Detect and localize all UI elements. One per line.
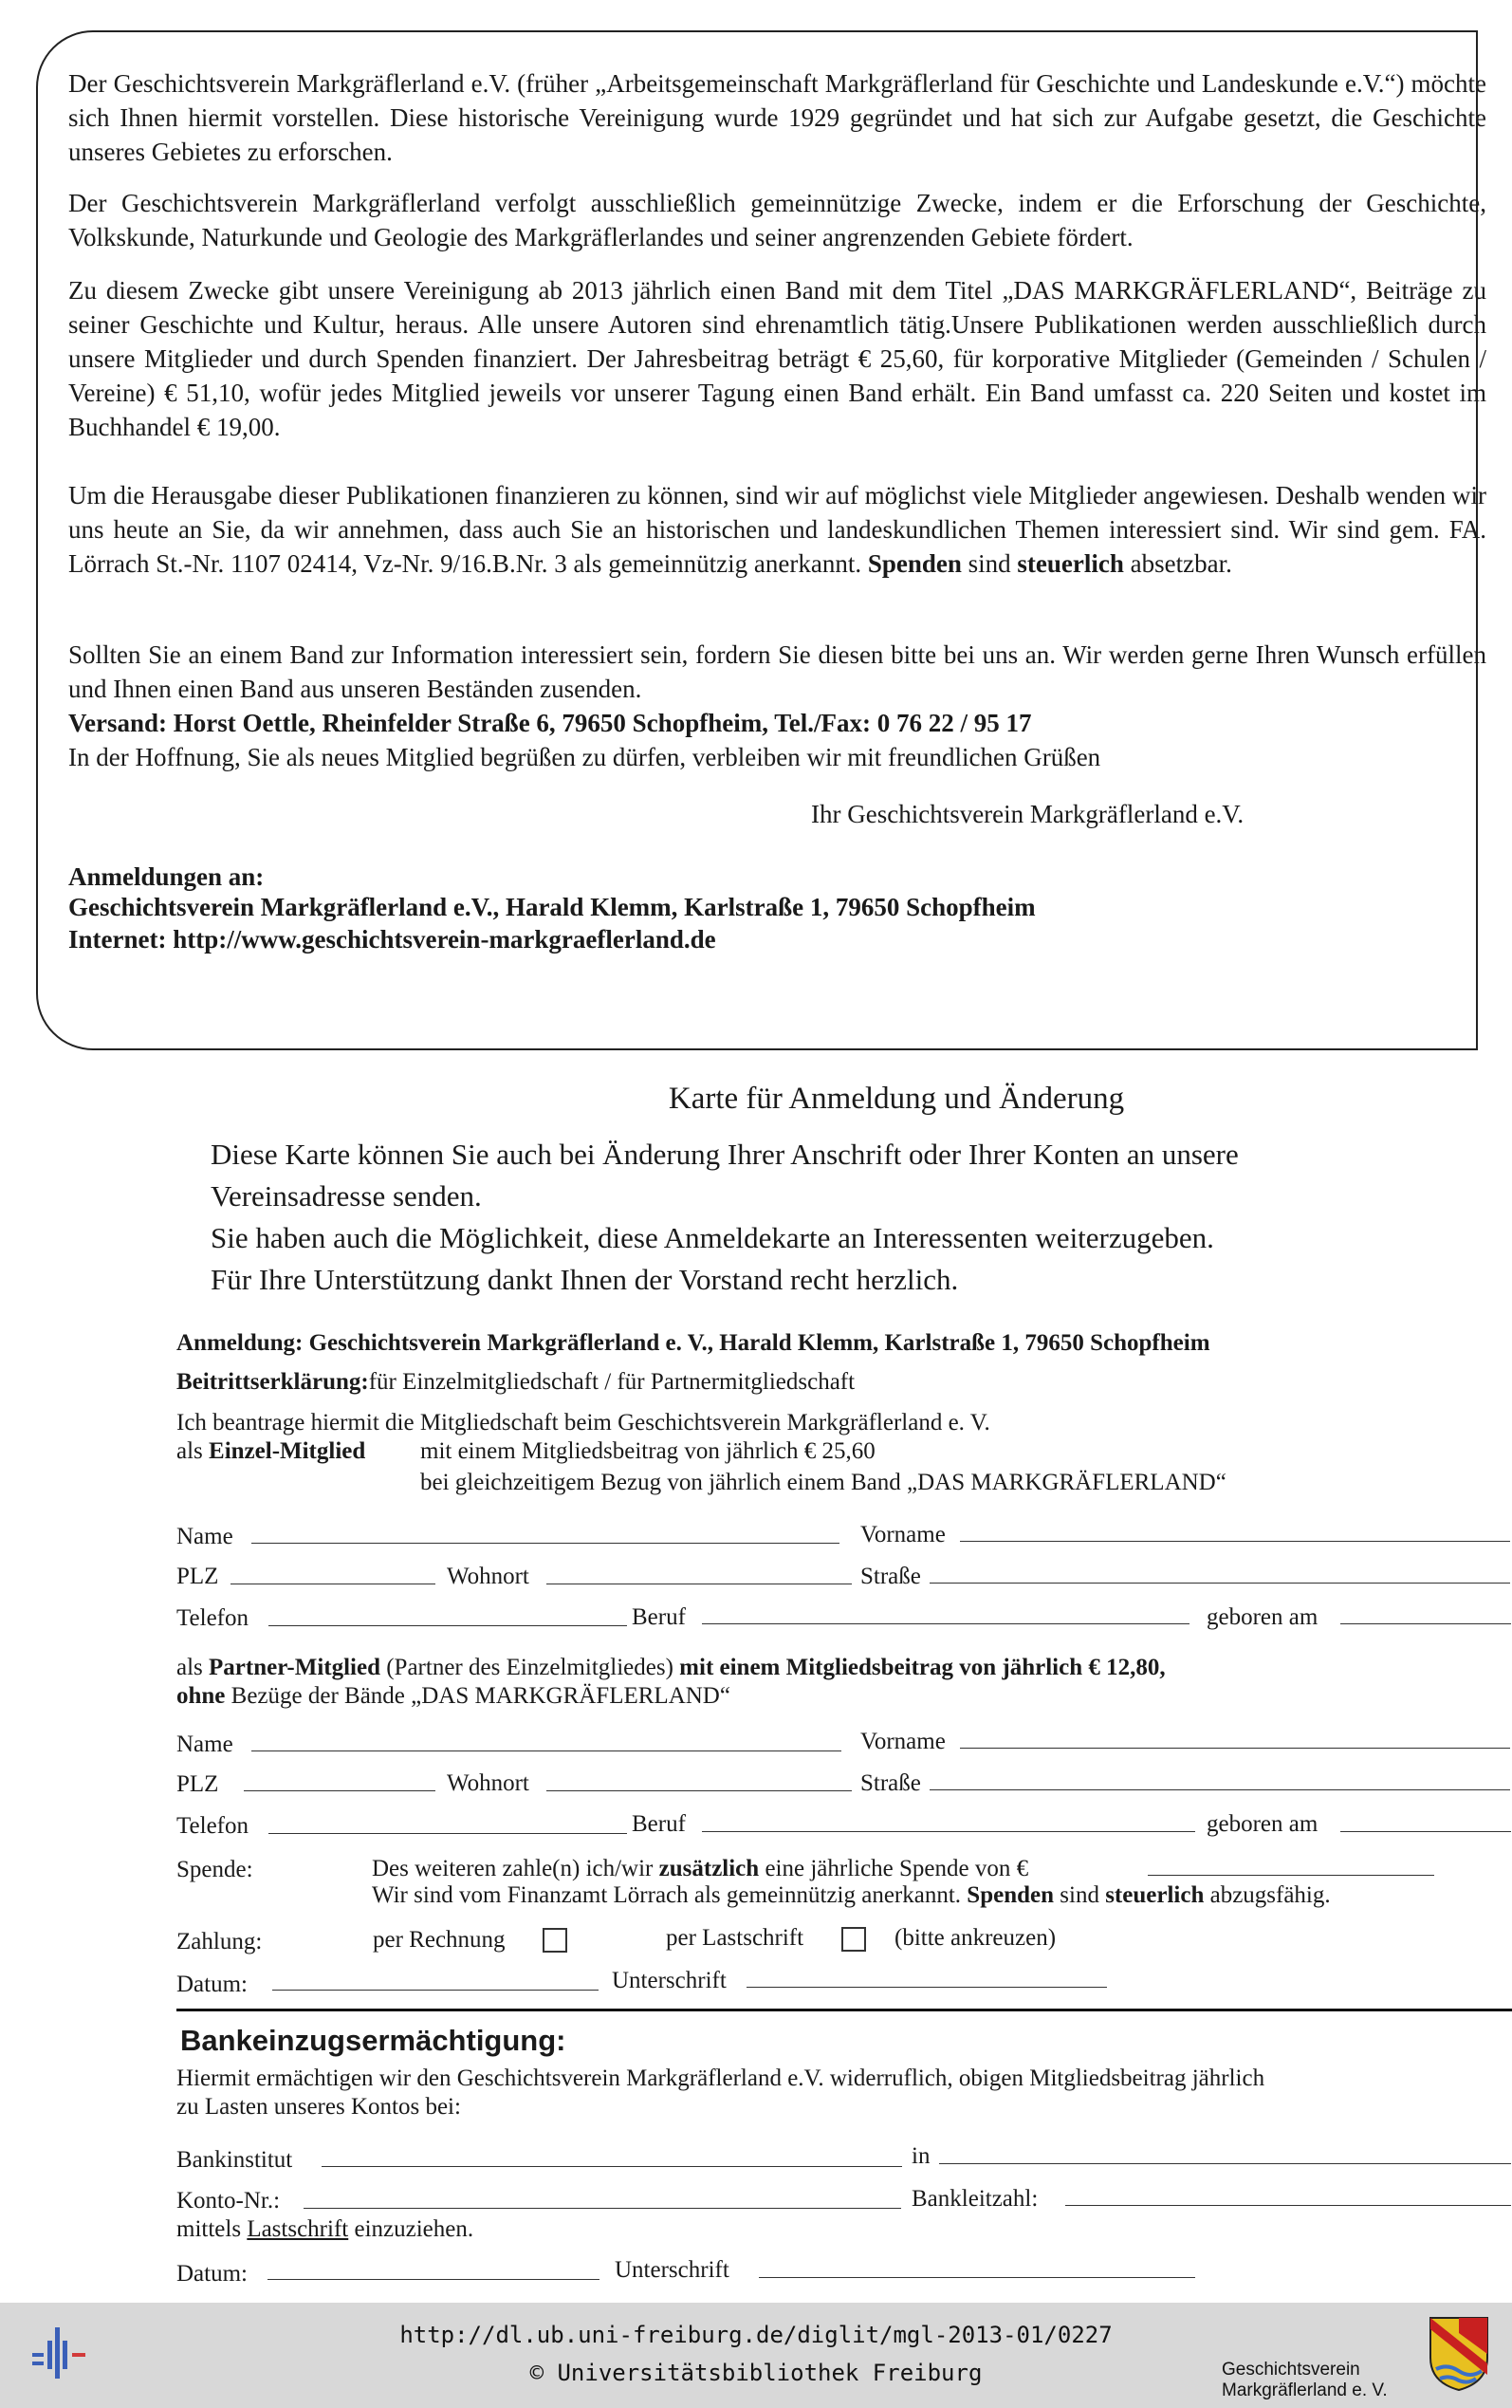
info-paragraph-4: Um die Herausgabe dieser Publikationen finanzieren zu können, sind wir auf möglichst viele Mitglieder angewiesen. Deshalb wenden wir uns heute an Sie, da wir annehmen, dass auch Sie an historischen und landeskundlichen Themen interessiert sind. Wir sind gem. FA. Lörrach St.-Nr. 1107 02414, Vz-Nr. 9/16.B.Nr. 3 als gemeinnützig anerkannt. Spenden sind steuerlich absetzbar.	[68, 481, 1486, 578]
partner-telefon-label: Telefon	[176, 1813, 249, 1839]
blz-field[interactable]	[1065, 2205, 1511, 2206]
partner-telefon-field[interactable]	[268, 1833, 627, 1834]
datum-label: Datum:	[176, 1972, 248, 1997]
geboren-label: geboren am	[1207, 1604, 1318, 1630]
spende-line-2: Wir sind vom Finanzamt Lörrach als gemeinnützig anerkannt. Spenden sind steuerlich abzugsfähig.	[372, 1882, 1331, 1908]
coat-of-arms-icon	[1429, 2316, 1489, 2392]
partner-beruf-field[interactable]	[702, 1831, 1195, 1832]
bank-ort-field[interactable]	[939, 2163, 1511, 2164]
einzel-line: als Einzel-Mitglied	[176, 1438, 366, 1464]
bankinstitut-label: Bankinstitut	[176, 2147, 293, 2173]
name-label: Name	[176, 1524, 233, 1549]
name-field[interactable]	[251, 1543, 839, 1544]
info-paragraph-1: Der Geschichtsverein Markgräflerland e.V. (früher „Arbeitsgemeinschaft Markgräflerland für Geschichte und Landeskunde e.V.“) möchte sich Ihnen hiermit vorstellen. Diese historische Vereinigung wurde 1929 gegründet und hat sich zur Aufgabe gesetzt, die Geschichte unseres Gebietes zu erforschen.	[68, 69, 1486, 166]
einzel-bezug: bei gleichzeitigem Bezug von jährlich einem Band „DAS MARKGRÄFLERLAND“	[420, 1470, 1226, 1495]
bank-unterschrift-field[interactable]	[759, 2277, 1195, 2278]
card-line-1: Diese Karte können Sie auch bei Änderung Ihrer Anschrift oder Ihrer Konten an unsere	[211, 1138, 1239, 1171]
partner-vorname-field[interactable]	[960, 1748, 1510, 1749]
ankreuzen-hint: (bitte ankreuzen)	[894, 1925, 1057, 1951]
anmeldungen-address: Geschichtsverein Markgräflerland e.V., Harald Klemm, Karlstraße 1, 79650 Schopfheim	[68, 893, 1036, 921]
partner-line: als Partner-Mitglied (Partner des Einzelmitgliedes) mit einem Mitgliedsbeitrag von jährlich € 12,80,	[176, 1655, 1166, 1680]
card-line-2: Vereinsadresse senden.	[211, 1179, 482, 1213]
konto-field[interactable]	[304, 2208, 901, 2209]
mittels-line: mittels Lastschrift einzuziehen.	[176, 2216, 474, 2242]
wohnort-label: Wohnort	[447, 1564, 529, 1589]
partner-name-label: Name	[176, 1732, 233, 1757]
geboren-field[interactable]	[1340, 1623, 1511, 1624]
bank-text-1: Hiermit ermächtigen wir den Geschichtsverein Markgräflerland e.V. widerruflich, obigen Mitgliedsbeitrag jährlich	[176, 2065, 1265, 2091]
bankinstitut-field[interactable]	[322, 2166, 902, 2167]
rechnung-checkbox[interactable]	[543, 1928, 567, 1953]
telefon-label: Telefon	[176, 1605, 249, 1631]
spende-line-1: Des weiteren zahle(n) ich/wir zusätzlich eine jährliche Spende von €	[372, 1856, 1029, 1881]
card-line-3: Sie haben auch die Möglichkeit, diese Anmeldekarte an Interessenten weiterzugeben.	[211, 1221, 1214, 1254]
einzel-beitrag: mit einem Mitgliedsbeitrag von jährlich € 25,60	[420, 1438, 876, 1464]
info-paragraph-3: Zu diesem Zwecke gibt unsere Vereinigung ab 2013 jährlich einen Band mit dem Titel „DAS MARKGRÄFLERLAND“, Beiträge zu seiner Geschichte und Kultur, heraus. Alle unsere Autoren sind ehrenamtlich tätig.Unsere Publikationen werden ausschließlich durch unsere Mitglieder und durch Spenden finanziert. Der Jahresbeitrag beträgt € 25,60, für korporative Mitglieder (Gemeinden / Schulen / Vereine) € 51,10, wofür jedes Mitglied jeweils vor unserer Tagung einen Band erhält. Ein Band umfasst ca. 220 Seiten und kostet im Buchhandel € 19,00.	[68, 276, 1486, 441]
partner-strasse-field[interactable]	[930, 1789, 1510, 1790]
beruf-label: Beruf	[632, 1604, 686, 1630]
card-text	[211, 1134, 1239, 1301]
partner-beruf-label: Beruf	[632, 1811, 686, 1837]
section-divider	[176, 2009, 1512, 2011]
spende-amount-field[interactable]	[1148, 1875, 1434, 1876]
partner-name-field[interactable]	[251, 1750, 841, 1751]
unterschrift-field[interactable]	[747, 1987, 1107, 1988]
partner-strasse-label: Straße	[860, 1770, 921, 1796]
konto-label: Konto-Nr.:	[176, 2188, 281, 2214]
partner-wohnort-field[interactable]	[546, 1790, 852, 1791]
zahlung-label: Zahlung:	[176, 1929, 263, 1954]
partner-vorname-label: Vorname	[860, 1729, 946, 1754]
footer-url[interactable]: http://dl.ub.uni-freiburg.de/diglit/mgl-2013-01/0227	[399, 2322, 1113, 2348]
beruf-field[interactable]	[702, 1623, 1189, 1624]
strasse-field[interactable]	[930, 1583, 1510, 1584]
hoffnung-line: In der Hoffnung, Sie als neues Mitglied begrüßen zu dürfen, verbleiben wir mit freundlichen Grüßen	[68, 743, 1101, 771]
info-paragraph-5: Sollten Sie an einem Band zur Information interessiert sein, fordern Sie diesen bitte bei uns an. Wir werden gerne Ihren Wunsch erfüllen und Ihnen einen Band aus unseren Beständen zusenden.	[68, 640, 1486, 703]
partner-plz-field[interactable]	[244, 1790, 435, 1791]
telefon-field[interactable]	[268, 1625, 627, 1626]
footer-bar	[0, 2303, 1512, 2408]
lastschrift-label: per Lastschrift	[666, 1925, 804, 1951]
bank-title: Bankeinzugsermächtigung:	[180, 2024, 566, 2057]
ohne-line: ohne Bezüge der Bände „DAS MARKGRÄFLERLAND“	[176, 1683, 730, 1709]
footer-copyright: © Universitätsbibliothek Freiburg	[529, 2360, 983, 2386]
unterschrift-label: Unterschrift	[612, 1968, 727, 1993]
partner-wohnort-label: Wohnort	[447, 1770, 529, 1796]
partner-geboren-label: geboren am	[1207, 1811, 1318, 1837]
vorname-label: Vorname	[860, 1522, 946, 1547]
bank-datum-label: Datum:	[176, 2261, 248, 2287]
vorname-field[interactable]	[960, 1541, 1510, 1542]
bank-datum-field[interactable]	[267, 2279, 599, 2280]
form-anmeldung: Anmeldung: Geschichtsverein Markgräflerland e. V., Harald Klemm, Karlstraße 1, 79650 Schopfheim	[176, 1330, 1210, 1356]
blz-label: Bankleitzahl:	[912, 2186, 1039, 2212]
partner-geboren-field[interactable]	[1340, 1831, 1511, 1832]
beantrage-line: Ich beantrage hiermit die Mitgliedschaft beim Geschichtsverein Markgräflerland e. V.	[176, 1410, 990, 1436]
plz-label: PLZ	[176, 1564, 219, 1589]
card-title: Karte für Anmeldung und Änderung	[668, 1082, 1125, 1116]
strasse-label: Straße	[860, 1564, 921, 1589]
card-line-4: Für Ihre Unterstützung dankt Ihnen der Vorstand recht herzlich.	[211, 1263, 959, 1296]
datum-field[interactable]	[272, 1990, 599, 1991]
society-logo-line-1: Geschichtsverein	[1222, 2360, 1360, 2380]
versand-line: Versand: Horst Oettle, Rheinfelder Straße 6, 79650 Schopfheim, Tel./Fax: 0 76 22 / 95 17	[68, 709, 1032, 737]
bank-unterschrift-label: Unterschrift	[615, 2257, 729, 2283]
signature-line: Ihr Geschichtsverein Markgräflerland e.V.	[811, 800, 1245, 828]
spende-label: Spende:	[176, 1857, 253, 1882]
info-paragraph-2: Der Geschichtsverein Markgräflerland verfolgt ausschließlich gemeinnützige Zwecke, indem er die Erforschung der Geschichte, Volkskunde, Naturkunde und Geologie des Markgräflerlandes und seiner angrenzenden Gebiete fördert.	[68, 189, 1486, 251]
internet-link[interactable]: Internet: http://www.geschichtsverein-markgraeflerland.de	[68, 925, 716, 954]
society-logo-line-2: Markgräflerland e. V.	[1222, 2380, 1388, 2400]
lastschrift-checkbox[interactable]	[841, 1927, 866, 1952]
society-logo-text	[1222, 2360, 1388, 2401]
rechnung-label: per Rechnung	[373, 1927, 506, 1953]
beitritt-line: Beitrittserklärung:für Einzelmitgliedschaft / für Partnermitgliedschaft	[176, 1369, 856, 1395]
anmeldungen-label: Anmeldungen an:	[68, 862, 265, 891]
partner-plz-label: PLZ	[176, 1771, 219, 1797]
bank-in-label: in	[912, 2143, 931, 2169]
bank-text-2: zu Lasten unseres Kontos bei:	[176, 2094, 461, 2120]
